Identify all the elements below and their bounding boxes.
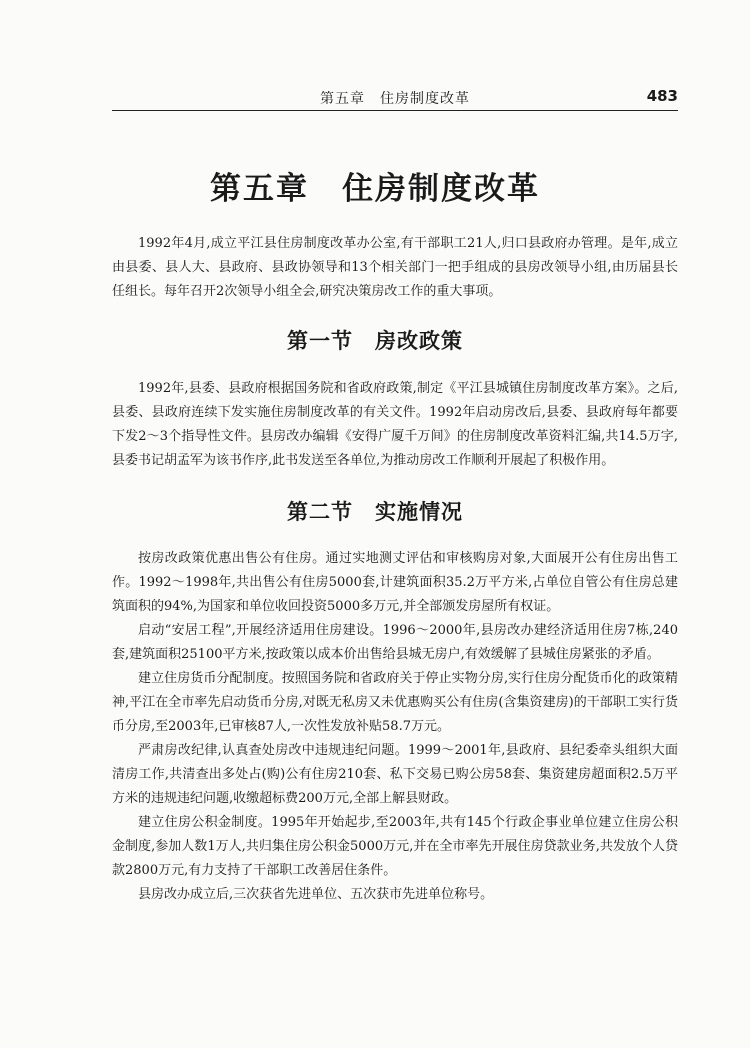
section-2-paragraph: 严肃房改纪律,认真查处房改中违规违纪问题。1999～2001年,县政府、县纪委牵头组织大面清房工作,共清查出多处占(购)公有住房210套、私下交易已购公房58套、集资建房超面积2.5万平方米的违规违纪问题,收缴超标费200万元,全部上解县财政。 bbox=[112, 743, 678, 806]
page-number: 483 bbox=[646, 87, 678, 105]
section-2-paragraph: 建立住房公积金制度。1995年开始起步,至2003年,共有145个行政企事业单位建立住房公积金制度,参加人数1万人,共归集住房公积金5000万元,并在全市率先开展住房贷款业务,共发放个人贷款2800万元,有力支持了干部职工改善居住条件。 bbox=[112, 815, 678, 878]
section-2-paragraph: 启动“安居工程”,开展经济适用住房建设。1996～2000年,县房改办建经济适用住房7栋,240套,建筑面积25100平方米,按政策以成本价出售给县城无房户,有效缓解了县城住房紧张的矛盾。 bbox=[112, 623, 678, 662]
section-title-implementation: 第二节 实施情况 bbox=[287, 500, 463, 524]
chapter-intro-paragraph: 1992年4月,成立平江县住房制度改革办公室,有干部职工21人,归口县政府办管理。是年,成立由县委、县人大、县政府、县政协领导和13个相关部门一把手组成的县房改领导小组,由历届县长任组长。每年召开2次领导小组全会,研究决策房改工作的重大事项。 bbox=[112, 236, 678, 299]
section-2-paragraph: 建立住房货币分配制度。按照国务院和省政府关于停止实物分房,实行住房分配货币化的政策精神,平江在全市率先启动货币分房,对既无私房又未优惠购买公有住房(含集资建房)的干部职工实行货币分房,至2003年,已审核87人,一次性发放补贴58.7万元。 bbox=[112, 671, 678, 734]
section-2-paragraph: 县房改办成立后,三次获省先进单位、五次获市先进单位称号。 bbox=[138, 887, 494, 902]
section-2-paragraph: 按房改政策优惠出售公有住房。通过实地测丈评估和审核购房对象,大面展开公有住房出售工作。1992～1998年,共出售公有住房5000套,计建筑面积35.2万平方米,占单位自管公有住房总建筑面积的94%,为国家和单位收回投资5000多万元,并全部颁发房屋所有权证。 bbox=[112, 551, 678, 614]
running-header-title: 第五章 住房制度改革 bbox=[320, 91, 470, 107]
running-header bbox=[112, 86, 678, 111]
chapter-title: 第五章 住房制度改革 bbox=[210, 171, 540, 207]
section-title-policy: 第一节 房改政策 bbox=[287, 329, 463, 353]
section-1-paragraph: 1992年,县委、县政府根据国务院和省政府政策,制定《平江县城镇住房制度改革方案》。之后,县委、县政府连续下发实施住房制度改革的有关文件。1992年启动房改后,县委、县政府每年都要下发2～3个指导性文件。县房改办编辑《安得广厦千万间》的住房制度改革资料汇编,共14.5万字,县委书记胡孟军为该书作序,此书发送至各单位,为推动房改工作顺利开展起了积极作用。 bbox=[112, 381, 678, 468]
